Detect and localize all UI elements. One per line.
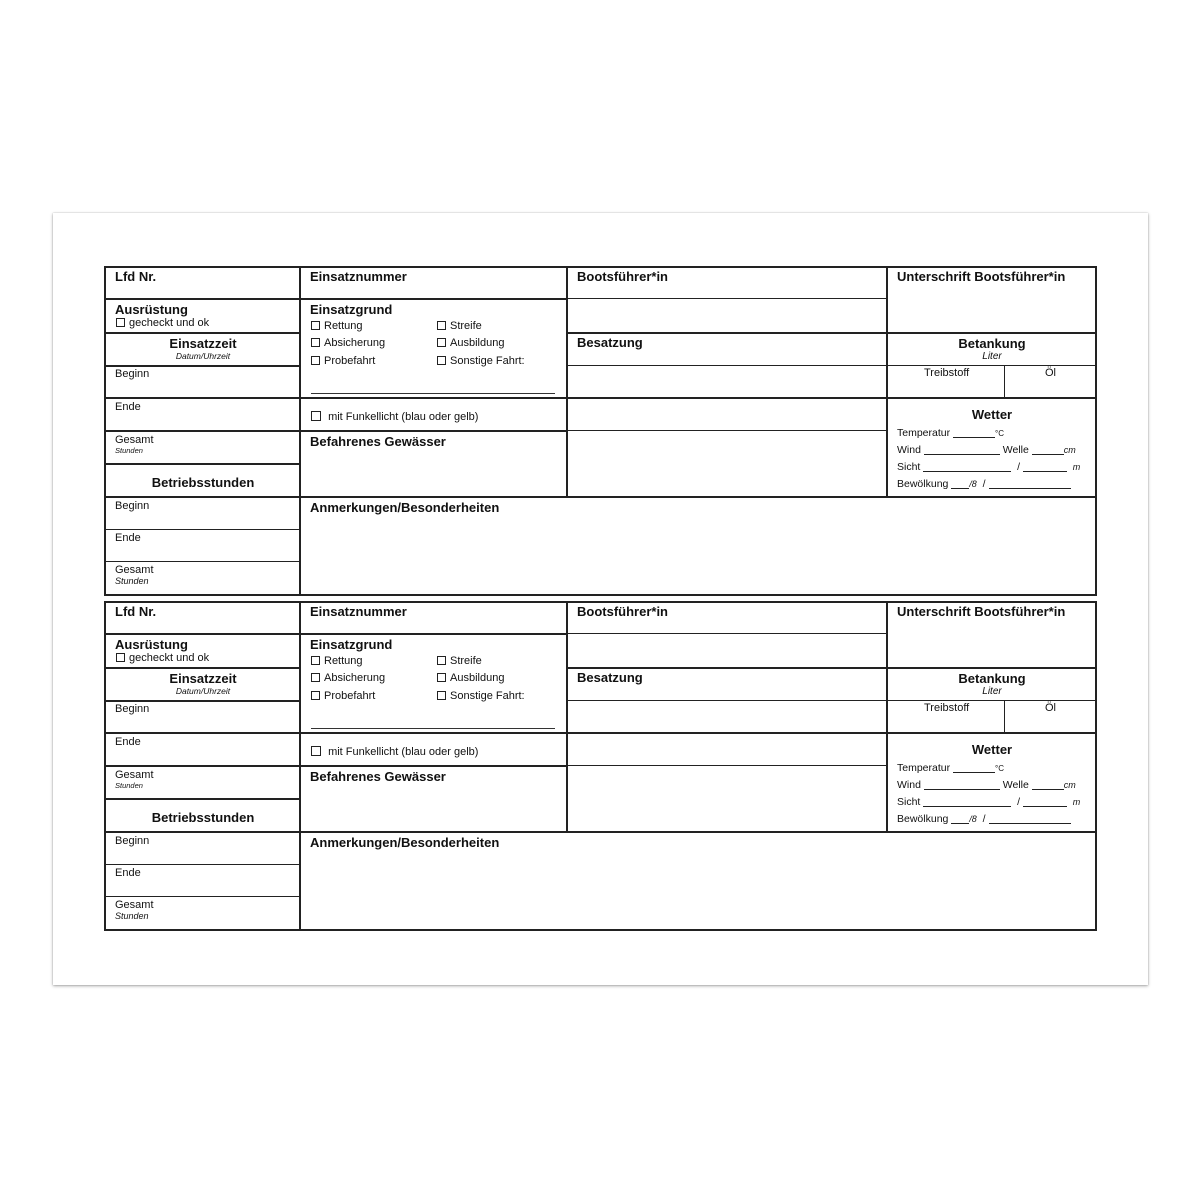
betrieb-ende: Ende — [115, 867, 141, 879]
bewoelkung-line — [897, 814, 1071, 825]
betankung-sub: Liter — [982, 351, 1002, 362]
row-line-3a — [104, 700, 300, 702]
welle-field[interactable] — [1032, 780, 1064, 790]
row-line-3b — [567, 700, 887, 701]
reason-label: Streife — [450, 320, 482, 332]
unterschrift-label: Unterschrift Bootsführer*in — [897, 604, 1066, 619]
anmerkungen-label: Anmerkungen/Besonderheiten — [310, 500, 500, 515]
einsatzzeit-label: Einsatzzeit — [169, 336, 237, 351]
sicht-line — [897, 797, 1080, 808]
row-line-4 — [104, 732, 1097, 734]
checkbox-icon[interactable] — [437, 321, 446, 330]
checkbox-icon[interactable] — [311, 746, 321, 756]
reason-label: Probefahrt — [324, 355, 376, 367]
einsatzzeit-stunden: Stunden — [115, 446, 143, 455]
sicht-field[interactable] — [923, 462, 1011, 472]
row-line-8 — [104, 864, 300, 865]
wind-field[interactable] — [924, 445, 1000, 455]
row-line-3c — [887, 700, 1095, 701]
row-line-2b — [566, 332, 1097, 334]
bewoelkung-field-2[interactable] — [989, 814, 1071, 824]
sicht-line — [897, 462, 1080, 473]
einsatzgrund-writeline — [311, 728, 555, 729]
divider-col2 — [566, 266, 568, 498]
reason-option[interactable] — [311, 321, 363, 332]
welle-label: Welle — [1002, 779, 1029, 791]
checkbox-icon[interactable] — [311, 673, 320, 682]
row-line-5a — [104, 430, 300, 432]
funkellicht-option[interactable] — [311, 411, 478, 423]
reason-option[interactable] — [437, 673, 504, 684]
sicht-label: Sicht — [897, 796, 921, 808]
ausruestung-check-label: gecheckt und ok — [129, 652, 210, 664]
checkbox-icon[interactable] — [311, 411, 321, 421]
ausruestung-label: Ausrüstung — [115, 302, 188, 317]
row-line-5b — [300, 430, 567, 432]
row-line-5c — [567, 765, 887, 766]
bewoelkung-unit: /8 — [969, 814, 977, 824]
bewoelkung-field[interactable] — [951, 479, 969, 489]
lfd-nr-label: Lfd Nr. — [115, 269, 157, 284]
temperatur-line — [897, 428, 1004, 439]
betankung-label: Betankung — [958, 336, 1026, 351]
checkbox-icon[interactable] — [437, 656, 446, 665]
reason-option[interactable] — [437, 338, 504, 349]
einsatzzeit-beginn: Beginn — [115, 703, 150, 715]
besatzung-label: Besatzung — [577, 670, 643, 685]
row-line-3c — [887, 365, 1095, 366]
ausruestung-label: Ausrüstung — [115, 637, 188, 652]
einsatzzeit-ende: Ende — [115, 401, 141, 413]
divider-col3 — [886, 266, 888, 498]
betankung-sub: Liter — [982, 686, 1002, 697]
row-line-7 — [104, 831, 1097, 833]
sicht-field[interactable] — [923, 797, 1011, 807]
temperatur-field[interactable] — [953, 428, 995, 438]
einsatzgrund-label: Einsatzgrund — [310, 637, 393, 652]
reason-label: Streife — [450, 655, 482, 667]
welle-label: Welle — [1002, 444, 1029, 456]
row-line-5b — [300, 765, 567, 767]
border-right — [1095, 266, 1097, 596]
divider-col2 — [566, 601, 568, 833]
sicht-sep: / — [1017, 796, 1021, 808]
checkbox-icon[interactable] — [311, 338, 320, 347]
divider-col3 — [886, 601, 888, 833]
row-line-8 — [104, 529, 300, 530]
reason-option[interactable] — [437, 656, 482, 667]
welle-unit: cm — [1063, 445, 1076, 455]
einsatzzeit-stunden: Stunden — [115, 781, 143, 790]
reason-label: Probefahrt — [324, 690, 376, 702]
einsatzzeit-sub: Datum/Uhrzeit — [175, 686, 231, 696]
checkbox-icon[interactable] — [116, 653, 125, 662]
divider-fuel — [1004, 365, 1005, 398]
ausruestung-check-label: gecheckt und ok — [129, 317, 210, 329]
reason-option[interactable] — [311, 656, 363, 667]
row-line-9 — [104, 561, 300, 562]
reason-label: Sonstige Fahrt: — [450, 355, 525, 367]
row-line-3b — [567, 365, 887, 366]
wetter-label: Wetter — [971, 407, 1013, 422]
einsatzgrund-label: Einsatzgrund — [310, 302, 393, 317]
row-line-5c — [567, 430, 887, 431]
bewoelkung-label: Bewölkung — [897, 478, 949, 490]
wind-line — [897, 780, 1076, 791]
einsatzzeit-ende: Ende — [115, 736, 141, 748]
checkbox-icon[interactable] — [437, 356, 446, 365]
reason-label: Rettung — [324, 320, 363, 332]
einsatzzeit-sub: Datum/Uhrzeit — [175, 351, 231, 361]
reason-label: Ausbildung — [450, 337, 505, 349]
row-line-2a — [104, 332, 300, 334]
reason-label: Sonstige Fahrt: — [450, 690, 525, 702]
row-line-4 — [104, 397, 1097, 399]
gewaesser-label: Befahrenes Gewässer — [310, 769, 446, 784]
temperatur-line — [897, 763, 1004, 774]
einsatzzeit-label: Einsatzzeit — [169, 671, 237, 686]
divider-fuel — [1004, 700, 1005, 733]
anmerkungen-label: Anmerkungen/Besonderheiten — [310, 835, 500, 850]
wind-label: Wind — [897, 444, 921, 456]
wind-label: Wind — [897, 779, 921, 791]
bewoelkung-line — [897, 479, 1071, 490]
wind-field[interactable] — [924, 780, 1000, 790]
wetter-label: Wetter — [971, 742, 1013, 757]
checkbox-icon[interactable] — [311, 356, 320, 365]
betrieb-stunden: Stunden — [115, 576, 149, 586]
betrieb-beginn: Beginn — [115, 835, 150, 847]
row-line-9 — [104, 896, 300, 897]
border-right — [1095, 601, 1097, 931]
logbook-form — [104, 601, 1097, 931]
lfd-nr-label: Lfd Nr. — [115, 604, 157, 619]
betrieb-gesamt: Gesamt — [115, 564, 154, 576]
reason-option[interactable] — [437, 356, 525, 367]
sicht-field-2[interactable] — [1023, 462, 1067, 472]
checkbox-icon[interactable] — [116, 318, 125, 327]
betriebsstunden-label: Betriebsstunden — [151, 475, 255, 490]
welle-unit: cm — [1063, 780, 1076, 790]
bewoelkung-field-2[interactable] — [989, 479, 1071, 489]
reason-option[interactable] — [311, 691, 375, 702]
logbook-form — [104, 266, 1097, 596]
border-top — [104, 601, 1097, 603]
einsatzzeit-gesamt: Gesamt — [115, 434, 154, 446]
row-line-6 — [104, 463, 300, 465]
bewoelkung-unit: /8 — [969, 479, 977, 489]
row-line-1b — [567, 298, 887, 299]
checkbox-icon[interactable] — [311, 656, 320, 665]
betrieb-stunden: Stunden — [115, 911, 149, 921]
bewoelkung-field[interactable] — [951, 814, 969, 824]
reason-option[interactable] — [311, 356, 375, 367]
temperatur-label: Temperatur — [897, 762, 951, 774]
row-line-5a — [104, 765, 300, 767]
treibstoff-label: Treibstoff — [924, 367, 970, 379]
gewaesser-label: Befahrenes Gewässer — [310, 434, 446, 449]
ausruestung-check[interactable] — [116, 653, 209, 664]
einsatzzeit-gesamt: Gesamt — [115, 769, 154, 781]
reason-option[interactable] — [311, 338, 385, 349]
sicht-sep: / — [1017, 461, 1021, 473]
betrieb-ende: Ende — [115, 532, 141, 544]
row-line-3a — [104, 365, 300, 367]
temperatur-unit: °C — [995, 429, 1005, 438]
bootsfuehrer-label: Bootsführer*in — [577, 269, 668, 284]
betrieb-beginn: Beginn — [115, 500, 150, 512]
border-bottom — [104, 929, 1097, 931]
betankung-label: Betankung — [958, 671, 1026, 686]
bewoelkung-sep: / — [982, 478, 986, 490]
ausruestung-check[interactable] — [116, 318, 209, 329]
reason-option[interactable] — [437, 321, 482, 332]
sicht-label: Sicht — [897, 461, 921, 473]
einsatznummer-label: Einsatznummer — [310, 604, 407, 619]
wind-line — [897, 445, 1076, 456]
checkbox-icon[interactable] — [437, 691, 446, 700]
funkellicht-option[interactable] — [311, 746, 478, 758]
row-line-7 — [104, 496, 1097, 498]
oel-label: Öl — [1045, 702, 1056, 714]
betriebsstunden-label: Betriebsstunden — [151, 810, 255, 825]
sicht-unit: m — [1072, 462, 1081, 472]
bewoelkung-label: Bewölkung — [897, 813, 949, 825]
bootsfuehrer-label: Bootsführer*in — [577, 604, 668, 619]
einsatzgrund-writeline — [311, 393, 555, 394]
reason-option[interactable] — [437, 691, 525, 702]
row-line-2a — [104, 667, 300, 669]
row-line-1a — [104, 633, 567, 635]
einsatzzeit-beginn: Beginn — [115, 368, 150, 380]
funkellicht-label: mit Funkellicht (blau oder gelb) — [328, 746, 479, 758]
reason-label: Ausbildung — [450, 672, 505, 684]
funkellicht-label: mit Funkellicht (blau oder gelb) — [328, 411, 479, 423]
row-line-1b — [567, 633, 887, 634]
checkbox-icon[interactable] — [311, 321, 320, 330]
reason-option[interactable] — [311, 673, 385, 684]
temperatur-field[interactable] — [953, 763, 995, 773]
temperatur-unit: °C — [995, 764, 1005, 773]
welle-field[interactable] — [1032, 445, 1064, 455]
row-line-6 — [104, 798, 300, 800]
checkbox-icon[interactable] — [437, 673, 446, 682]
checkbox-icon[interactable] — [437, 338, 446, 347]
bewoelkung-sep: / — [982, 813, 986, 825]
temperatur-label: Temperatur — [897, 427, 951, 439]
row-line-2b — [566, 667, 1097, 669]
border-bottom — [104, 594, 1097, 596]
oel-label: Öl — [1045, 367, 1056, 379]
row-line-1a — [104, 298, 567, 300]
border-top — [104, 266, 1097, 268]
sicht-field-2[interactable] — [1023, 797, 1067, 807]
besatzung-label: Besatzung — [577, 335, 643, 350]
reason-label: Rettung — [324, 655, 363, 667]
einsatznummer-label: Einsatznummer — [310, 269, 407, 284]
reason-label: Absicherung — [324, 337, 386, 349]
unterschrift-label: Unterschrift Bootsführer*in — [897, 269, 1066, 284]
sicht-unit: m — [1072, 797, 1081, 807]
checkbox-icon[interactable] — [311, 691, 320, 700]
betrieb-gesamt: Gesamt — [115, 899, 154, 911]
treibstoff-label: Treibstoff — [924, 702, 970, 714]
reason-label: Absicherung — [324, 672, 386, 684]
